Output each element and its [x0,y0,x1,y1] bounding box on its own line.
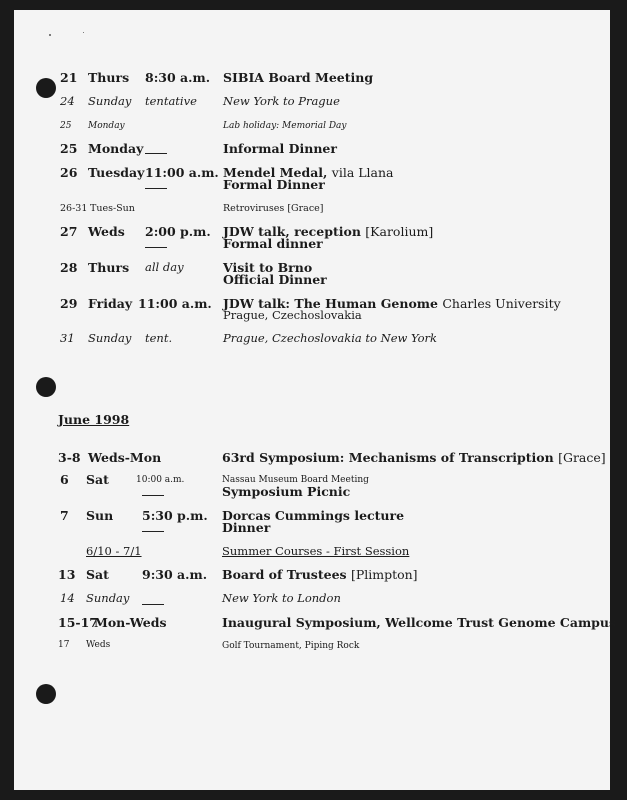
day: 14 [60,591,75,605]
weekday: Sat [86,472,109,487]
event-title: Board of Trustees [222,567,347,582]
event-location: [Grace] [287,203,324,214]
time: 2:00 p.m. [145,224,211,239]
blank-time-line [145,247,167,248]
time: 11:00 a.m. [145,165,219,180]
binder-hole [36,377,56,397]
speck [49,34,51,36]
event [222,452,606,465]
time: 9:30 a.m. [142,567,208,582]
event: Summer Courses - First Session [222,544,410,558]
event: Informal Dinner [223,141,337,156]
time: 5:30 p.m. [142,508,208,523]
weekday: Weds [86,640,111,650]
event: New York to London [222,591,341,605]
day: 7 [60,508,69,523]
day: 21 [60,70,78,85]
binder-hole [36,684,56,704]
weekday: Monday [88,121,125,131]
event-second-line: Prague, Czechoslovakia [223,308,362,322]
time: 8:30 a.m. [145,70,211,85]
document-page [14,10,617,790]
blank-time-line [142,495,164,496]
weekday: Friday [88,296,133,311]
event-venue: vila Llana [331,165,394,180]
weekday: Sunday [86,591,130,605]
month-heading: June 1998 [58,412,130,427]
day: 26-31 [60,203,88,214]
weekday: Sunday [88,331,132,345]
weekday: Thurs [88,260,130,275]
event-venue: Charles University [442,296,561,311]
day: 6 [60,472,69,487]
day: 13 [58,567,76,582]
day: 17 [58,640,70,650]
time: 11:00 a.m. [138,296,212,311]
event: Nassau Museum Board Meeting [222,475,369,485]
time: tentative [145,94,197,108]
event-title: JDW talk: The Human Genome [223,296,438,311]
event-second-line: Formal dinner [223,236,323,251]
day: 27 [60,224,78,239]
event: Visit to Brno [223,260,313,275]
time: tent. [145,331,173,345]
event: Dorcas Cummings lecture [222,508,405,523]
speck [83,32,84,33]
event-second-line: Symposium Picnic [222,484,351,499]
weekday: Weds-Mon [88,450,162,465]
event-location: [Karolium] [365,224,434,239]
weekday: Monday [88,141,144,156]
event: Lab holiday: Memorial Day [223,121,347,131]
weekday: Tues-Sun [90,203,135,214]
day: 3-8 [58,450,81,465]
binder-hole [36,78,56,98]
blank-time-line [142,604,164,605]
weekday: Thurs [88,70,130,85]
event: SIBIA Board Meeting [223,70,374,85]
event-second-line: Dinner [222,520,271,535]
day: 24 [60,94,75,108]
event: Golf Tournament, Piping Rock [222,641,360,651]
day: 25 [60,121,72,131]
date-range: 6/10 - 7/1 [86,544,142,558]
event-second-line: Formal Dinner [223,177,325,192]
weekday: Tuesday [88,165,145,180]
event [223,204,323,214]
blank-time-line [142,531,164,532]
day: 31 [60,331,75,345]
weekday: Sat [86,567,109,582]
event: New York to Prague [223,94,340,108]
day: 25 [60,141,78,156]
event-location: [Grace] [558,450,606,465]
event-second-line: Official Dinner [223,272,327,287]
time: 10:00 a.m. [136,475,185,485]
day: 28 [60,260,78,275]
blank-time-line [145,188,167,189]
day: 29 [60,296,78,311]
day: 26 [60,165,78,180]
weekday: Weds [88,224,125,239]
weekday: Sun [86,508,114,523]
event-title: 63rd Symposium: Mechanisms of Transcription [222,450,554,465]
event [222,569,418,582]
blank-time-line [145,153,167,154]
event-title: Retroviruses [223,203,285,214]
weekday: Sunday [88,94,132,108]
day: 15-17 [58,615,98,630]
event-title: JDW talk, reception [223,224,361,239]
event: Inaugural Symposium, Wellcome Trust Genome Campus [222,615,617,630]
event: Prague, Czechoslovakia to New York [223,331,437,345]
event-title: Mendel Medal, [223,165,328,180]
time: all day [145,260,184,274]
event-location: [Plimpton] [350,567,418,582]
weekday: Mon-Weds [94,615,167,630]
